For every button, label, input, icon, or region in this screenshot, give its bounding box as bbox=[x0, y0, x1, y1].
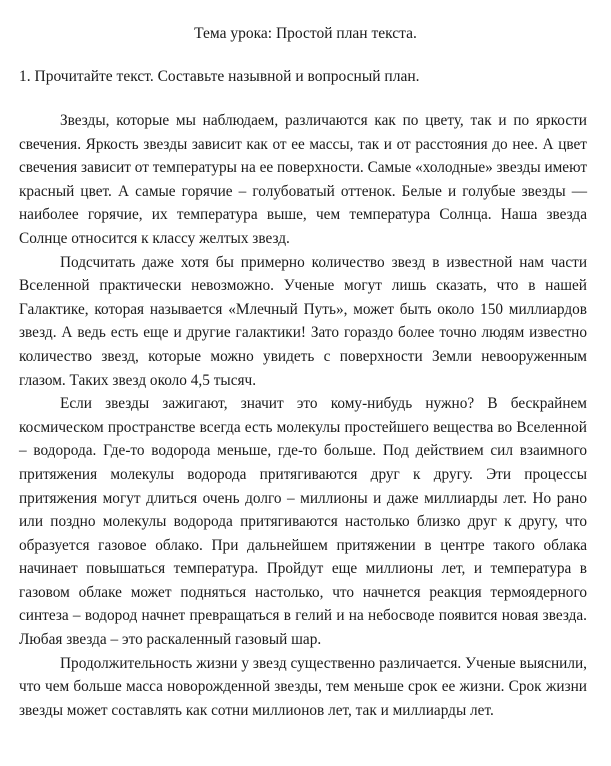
paragraph-stars-color: Звезды, которые мы наблюдаем, различаются как по цвету, так и по яркости свечения. Яркость звезды зависит как от ее массы, так и от расстояния до нее. А цвет свечения зависит от температуры на ее поверхности. Самые «холодные» звезды имеют красный цвет. А самые горячие – голубоватый оттенок. Белые и голубые звезды — наиболее горячие, их температура выше, чем температура Солнца. Наша звезда Солнце относится к классу желтых звезд. bbox=[19, 112, 588, 247]
paragraph-star-formation: Если звезды зажигают, значит это кому-нибудь нужно? В бескрайнем космическом пространстве всегда есть молекулы простейшего вещества во Вселенной – водорода. Где-то водорода меньше, где-то больше. Под действием сил взаимного притяжения молекулы водорода притягиваются друг к другу. Эти процессы притяжения могут длиться очень долго – миллионы и даже миллиарды лет. Но рано или поздно молекулы водорода притягиваются настолько близко друг к другу, что образуется газовое облако. При дальнейшем притяжении в центре такого облака начинает повышаться температура. Пройдут еще миллионы лет, и температура в газовом облаке может подняться настолько, что начнется реакция термоядерного синтеза – водород начнет превращаться в гелий и на небосводе появится новая звезда. Любая звезда – это раскаленный газовый шар. bbox=[19, 395, 587, 649]
paragraph-stars-count: Подсчитать даже хотя бы примерно количество звезд в известной нам части Вселенной практически невозможно. Ученые могут лишь сказать, что в нашей Галактике, которая называется «Млечный Путь», может быть около 150 миллиардов звезд. А ведь есть еще и другие галактики! Зато гораздо более точно людям известно количество звезд, которые можно увидеть с поверхности Земли невооруженным глазом. Таких звезд около 4,5 тысяч. bbox=[19, 253, 587, 389]
paragraph-star-lifespan: Продолжительность жизни у звезд существенно различается. Ученые выяснили, что чем больше масса новорожденной звезды, тем меньше срок ее жизни. Срок жизни звезды может составлять как сотни миллионов лет, так и миллиарды лет. bbox=[19, 654, 587, 719]
lesson-title: Тема урока: Простой план текста. bbox=[194, 25, 417, 42]
reading-text bbox=[19, 109, 587, 722]
task-instruction: 1. Прочитайте текст. Составьте назывной и вопросный план. bbox=[19, 68, 420, 85]
